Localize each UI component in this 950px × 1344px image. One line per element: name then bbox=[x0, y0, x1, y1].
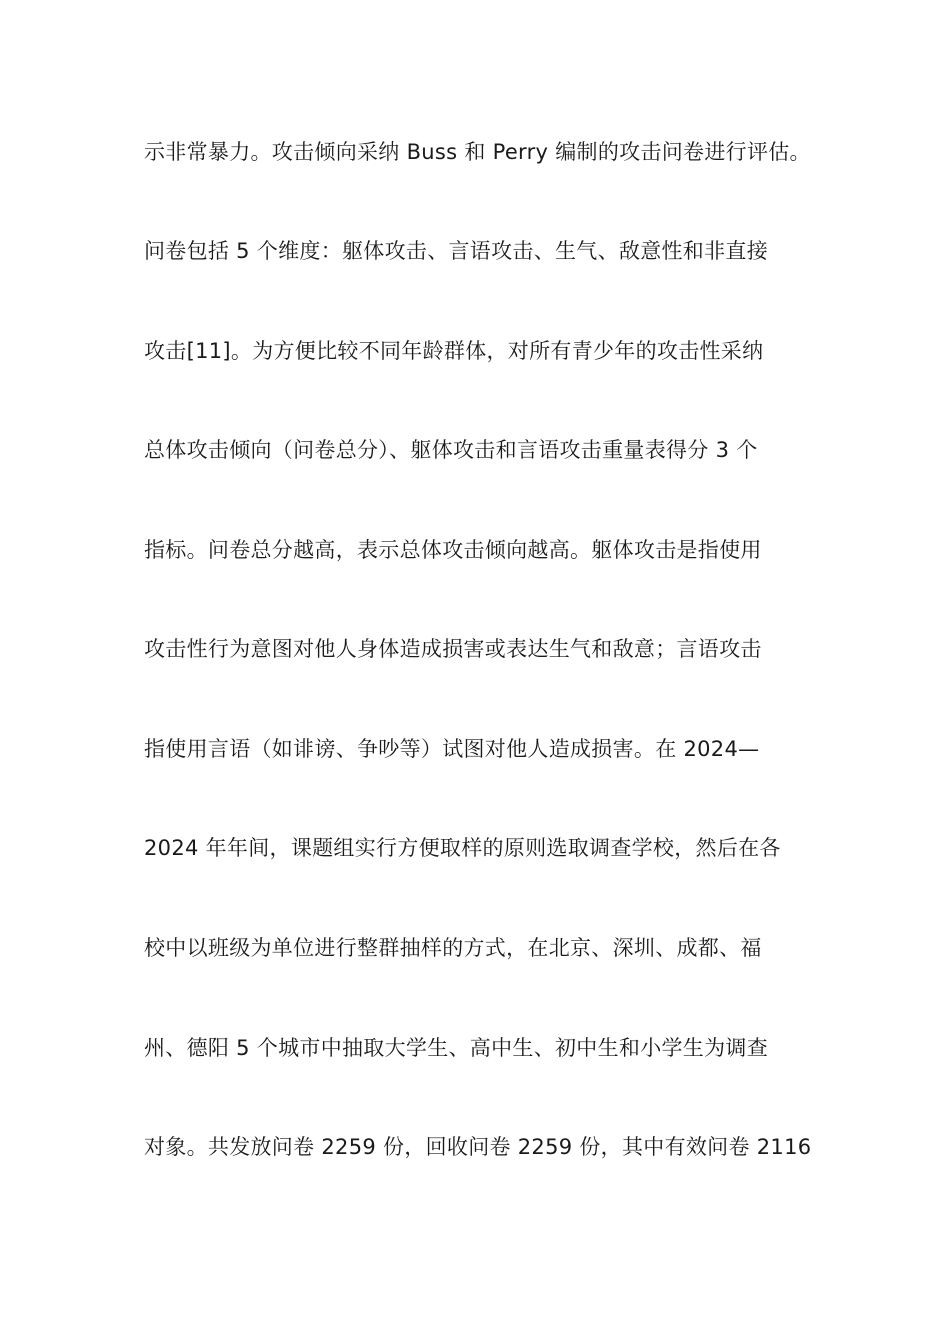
paragraph-line: 校中以班级为单位进行整群抽样的方式，在北京、深圳、成都、福 bbox=[144, 936, 762, 960]
paragraph-line: 指标。问卷总分越高，表示总体攻击倾向越高。躯体攻击是指使用 bbox=[144, 538, 762, 562]
paragraph-line: 总体攻击倾向（问卷总分）、躯体攻击和言语攻击重量表得分 3 个 bbox=[144, 438, 758, 462]
paragraph-line: 问卷包括 5 个维度：躯体攻击、言语攻击、生气、敌意性和非直接 bbox=[144, 239, 769, 263]
paragraph-line: 对象。共发放问卷 2259 份，回收问卷 2259 份，其中有效问卷 2116 bbox=[144, 1135, 812, 1159]
paragraph-line: 2024 年年间，课题组实行方便取样的原则选取调查学校，然后在各 bbox=[144, 836, 781, 860]
paragraph-line: 指使用言语（如诽谤、争吵等）试图对他人造成损害。在 2024— bbox=[144, 737, 760, 761]
paragraph-line: 州、德阳 5 个城市中抽取大学生、高中生、初中生和小学生为调查 bbox=[144, 1036, 769, 1060]
paragraph-line: 示非常暴力。攻击倾向采纳 Buss 和 Perry 编制的攻击问卷进行评估。 bbox=[144, 140, 811, 164]
paragraph-line: 攻击性行为意图对他人身体造成损害或表达生气和敌意；言语攻击 bbox=[144, 637, 762, 661]
paragraph-line: 攻击[11]。为方便比较不同年龄群体，对所有青少年的攻击性采纳 bbox=[144, 339, 764, 363]
